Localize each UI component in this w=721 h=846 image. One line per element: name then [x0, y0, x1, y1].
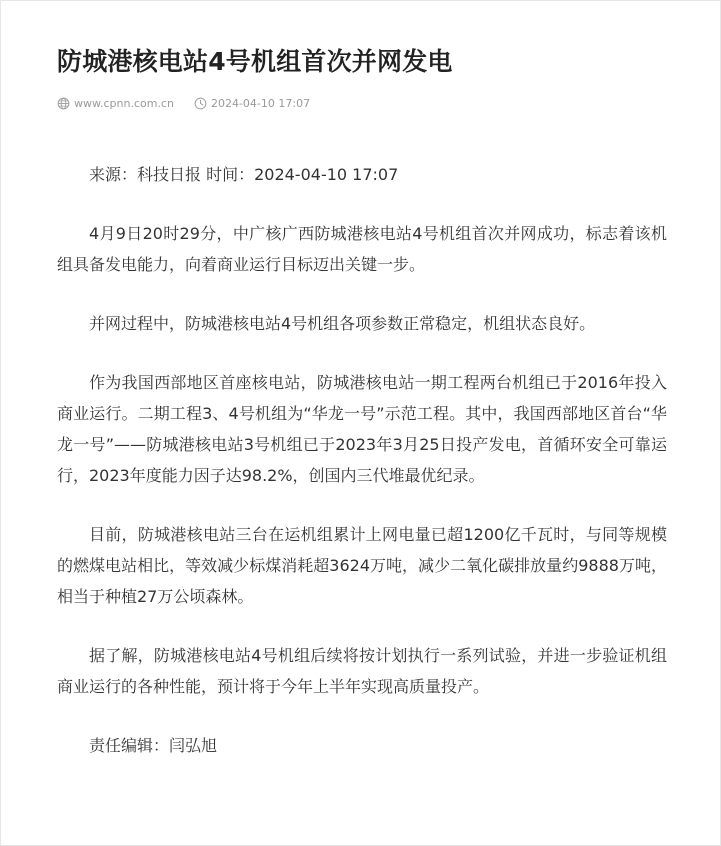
meta-time-text: 2024-04-10 17:07: [210, 96, 311, 110]
article-title: 防城港核电站4号机组首次并网发电: [57, 47, 453, 76]
source-line: 来源：科技日报 时间：2024-04-10 17:07: [89, 165, 399, 184]
paragraph: 目前，防城港核电站三台在运机组累计上网电量已超1200亿千瓦时，与同等规模的燃煤电站相比，等效减少标煤消耗超3624万吨，减少二氧化碳排放量约9888万吨，相当于种植27万公顷森林。: [57, 525, 667, 606]
meta-site[interactable]: [57, 97, 174, 110]
meta-site-text[interactable]: www.cpnn.com.cn: [74, 96, 174, 110]
paragraph: 据了解，防城港核电站4号机组后续将按计划执行一系列试验，并进一步验证机组商业运行的各种性能，预计将于今年上半年实现高质量投产。: [57, 646, 667, 696]
article: [57, 40, 667, 789]
globe-icon: [57, 97, 70, 110]
meta-time: [194, 97, 310, 110]
editor-line: 责任编辑：闫弘旭: [89, 736, 218, 755]
paragraph: 并网过程中，防城港核电站4号机组各项参数正常稳定，机组状态良好。: [89, 314, 596, 333]
clock-icon: [194, 97, 207, 110]
article-body: [57, 159, 667, 761]
article-meta: [57, 93, 667, 113]
paragraph: 作为我国西部地区首座核电站，防城港核电站一期工程两台机组已于2016年投入商业运行。二期工程3、4号机组为“华龙一号”示范工程。其中，我国西部地区首台“华龙一号”——防城港核电站3号机组已于2023年3月25日投产发电，首循环安全可靠运行，2023年度能力因子达98.2%，创国内三代堆最优纪录。: [57, 373, 667, 485]
paragraph: 4月9日20时29分，中广核广西防城港核电站4号机组首次并网成功，标志着该机组具备发电能力，向着商业运行目标迈出关键一步。: [57, 224, 667, 274]
